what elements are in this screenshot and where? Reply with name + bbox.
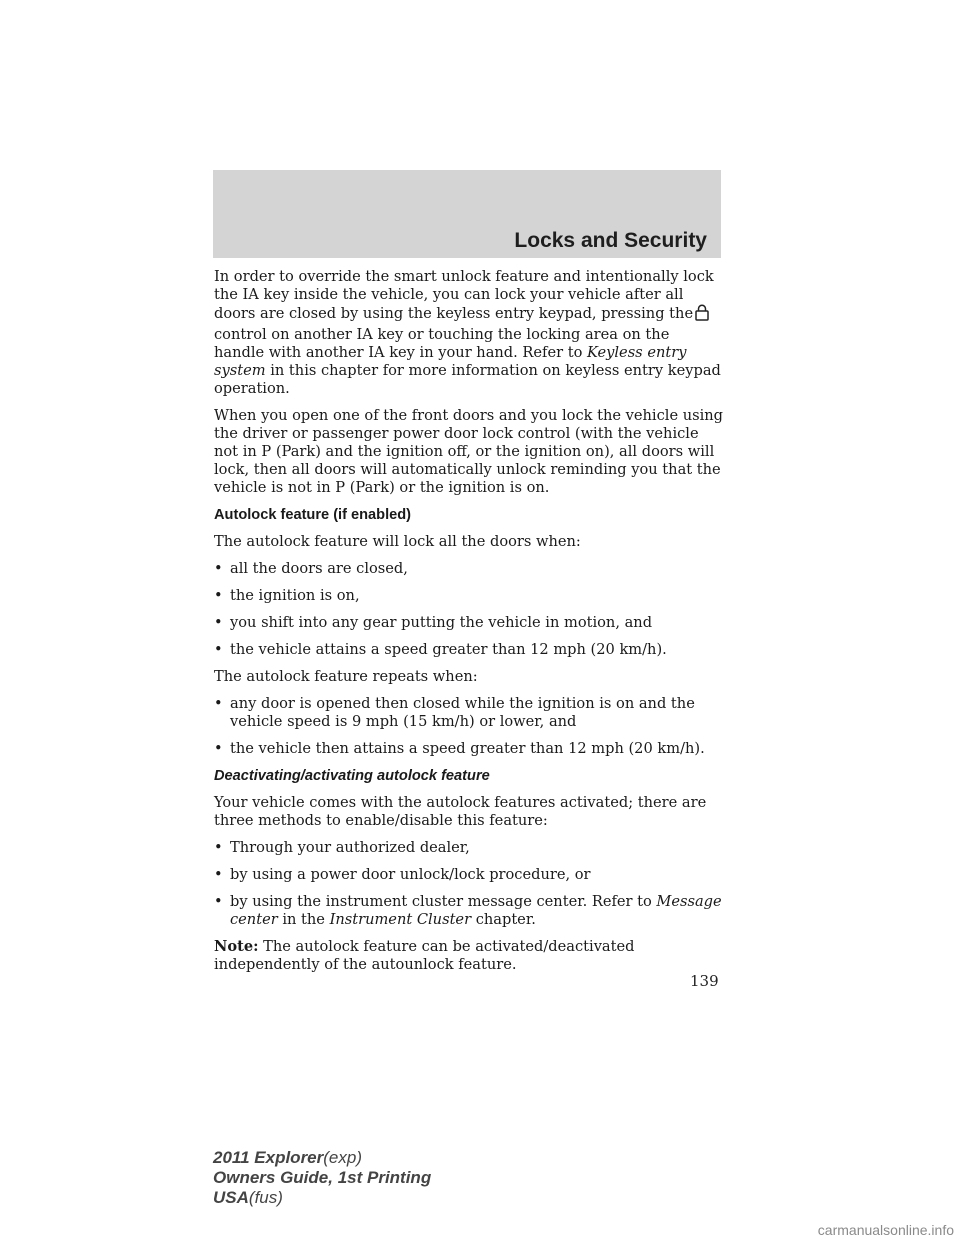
- bullet-icon: •: [214, 740, 223, 757]
- bullet-icon: •: [214, 614, 223, 631]
- footer-line: [213, 1188, 431, 1208]
- autolock-intro: The autolock feature will lock all the doors when:: [214, 533, 581, 550]
- list-item-text: the ignition is on,: [230, 587, 360, 604]
- footer-market-code: (fus): [248, 1188, 283, 1207]
- bullet-icon: •: [214, 695, 223, 712]
- paragraph-smart-unlock-override: [214, 268, 724, 398]
- list-item-text-part: in the: [282, 911, 325, 928]
- bullet-icon: •: [214, 839, 223, 856]
- section-header-band: [213, 170, 721, 258]
- reference-link-keyless-entry[interactable]: Keyless entry system: [214, 344, 687, 379]
- footer-model: 2011 Explorer: [213, 1148, 324, 1167]
- padlock-icon: [695, 304, 709, 326]
- list-item: [214, 560, 724, 578]
- list-item: [214, 695, 724, 731]
- list-item: [214, 839, 724, 857]
- list-item-text-part: by using the instrument cluster message center. Refer to: [230, 893, 652, 910]
- list-item-text: the vehicle then attains a speed greater than 12 mph (20 km/h).: [230, 740, 705, 757]
- list-item: [214, 641, 724, 659]
- list-item-text: Through your authorized dealer,: [230, 839, 470, 856]
- paragraph-text: In order to override the smart unlock feature and intentionally lock the IA key inside the vehicle, you can lock your vehicle after all doors are closed by using the keyless entry keypad, pressing the: [214, 268, 714, 322]
- list-item: [214, 740, 724, 758]
- note-label: Note:: [214, 938, 259, 955]
- paragraph-text: control on another IA key or touching the locking area on the handle with another IA key in your hand. Refer to: [214, 326, 670, 361]
- list-item-text-part: chapter.: [475, 911, 536, 928]
- repeat-intro: The autolock feature repeats when:: [214, 668, 478, 685]
- page-number: 139: [690, 972, 719, 990]
- footer-guide-edition: Owners Guide, 1st Printing: [213, 1168, 432, 1187]
- bullet-icon: •: [214, 641, 223, 658]
- list-item: [214, 587, 724, 605]
- paragraph-text: in this chapter for more information on keyless entry keypad operation.: [214, 362, 721, 397]
- list-item-text: [230, 893, 724, 929]
- section-title: Locks and Security: [514, 229, 707, 252]
- deactivate-intro: Your vehicle comes with the autolock features activated; there are three methods to enable/disable this feature:: [214, 794, 707, 829]
- footer-line: [213, 1148, 431, 1168]
- watermark: carmanualsonline.info: [817, 1222, 954, 1238]
- page-content: [214, 268, 724, 983]
- list-item-text: any door is opened then closed while the ignition is on and the vehicle speed is 9 mph (15 km/h) or lower, and: [230, 695, 695, 730]
- footer-line: [213, 1168, 431, 1188]
- list-item-text: all the doors are closed,: [230, 560, 408, 577]
- reference-link-instrument-cluster[interactable]: Instrument Cluster: [329, 911, 472, 928]
- list-item-text: by using a power door unlock/lock procedure, or: [230, 866, 591, 883]
- note-paragraph: [214, 938, 724, 974]
- paragraph-front-door-lock: When you open one of the front doors and you lock the vehicle using the driver or passenger power door lock control (with the vehicle not in P (Park) and the ignition off, or the ignition on), all doors will lock, then all doors will automatically unlock reminding you that the vehicle is not in P (Park) or the ignition is on.: [214, 407, 724, 496]
- footer-print-info: [213, 1148, 431, 1208]
- note-text: The autolock feature can be activated/deactivated independently of the autounlock feature.: [214, 938, 635, 973]
- heading-autolock-feature: Autolock feature (if enabled): [214, 507, 412, 523]
- list-item: [214, 614, 724, 632]
- heading-deactivating-autolock: Deactivating/activating autolock feature: [214, 768, 490, 784]
- list-item-text: the vehicle attains a speed greater than 12 mph (20 km/h).: [230, 641, 667, 658]
- list-item-text: you shift into any gear putting the vehicle in motion, and: [230, 614, 653, 631]
- bullet-icon: •: [214, 893, 223, 910]
- list-item: [214, 866, 724, 884]
- bullet-icon: •: [214, 560, 223, 577]
- bullet-icon: •: [214, 866, 223, 883]
- list-item: [214, 893, 724, 929]
- footer-market: USA: [213, 1188, 249, 1207]
- footer-model-code: (exp): [323, 1148, 362, 1167]
- bullet-icon: •: [214, 587, 223, 604]
- reference-link-message-center[interactable]: Message center: [230, 893, 722, 928]
